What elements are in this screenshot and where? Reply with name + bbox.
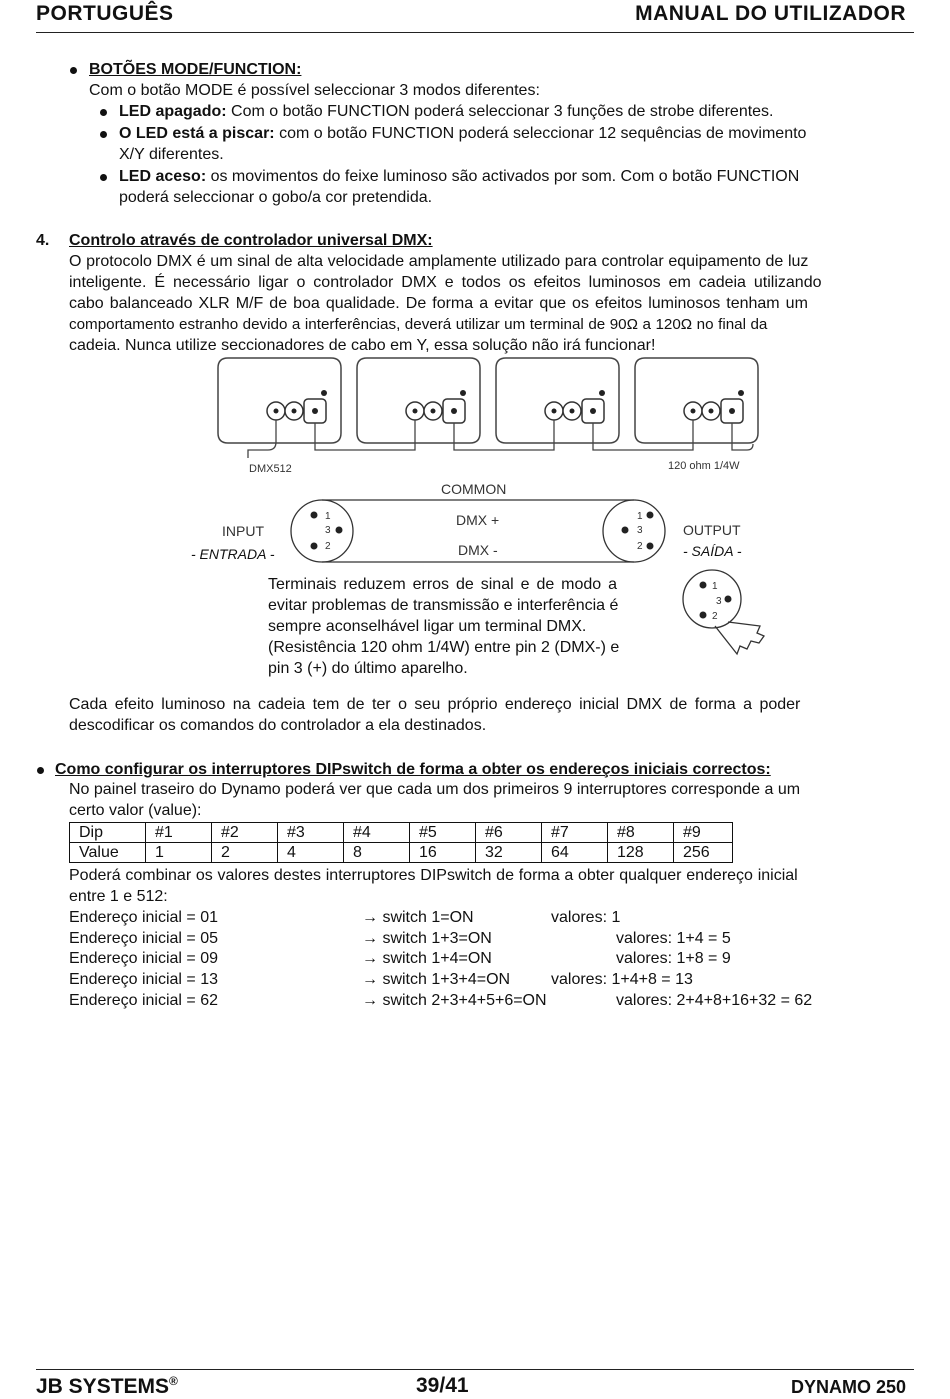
mode-item-text: Com o botão FUNCTION poderá seleccionar 3 funções de strobe diferentes. xyxy=(226,103,774,120)
paragraph-line: cabo balanceado XLR M/F de boa qualidade. De forma a evitar que os efeitos luminosos tenham um xyxy=(69,295,808,312)
mode-item-label: LED aceso: xyxy=(119,168,207,185)
example-values: valores: 1+8 = 9 xyxy=(616,950,731,967)
table-cell: 128 xyxy=(608,843,674,863)
mode-item-text: os movimentos do feixe luminoso são activados por som. Com o botão FUNCTION xyxy=(206,168,800,185)
example-address: Endereço inicial = 09 xyxy=(69,950,218,967)
mode-item-3-cont: poderá seleccionar o gobo/a cor pretendida. xyxy=(119,189,433,206)
common-label: COMMON xyxy=(441,481,507,497)
pin-label: 3 xyxy=(325,525,331,536)
combine-line: entre 1 e 512: xyxy=(69,888,168,905)
output-label: OUTPUT xyxy=(683,522,741,538)
table-cell: 16 xyxy=(410,843,476,863)
table-cell: #6 xyxy=(476,823,542,843)
address-note-line: Cada efeito luminoso na cadeia tem de ter o seu próprio endereço inicial DMX de forma a poder xyxy=(69,696,801,713)
mode-item-label: O LED está a piscar: xyxy=(119,125,275,142)
footer-brand xyxy=(36,1374,178,1399)
table-row xyxy=(70,843,733,863)
table-cell: 8 xyxy=(344,843,410,863)
table-cell: #5 xyxy=(410,823,476,843)
section-title: Controlo através de controlador universal DMX: xyxy=(69,232,433,249)
pin-label: 2 xyxy=(712,611,718,622)
table-cell: #3 xyxy=(278,823,344,843)
note-line: sempre aconselhável ligar um terminal DMX. xyxy=(268,618,587,635)
output-label-pt: - SAÍDA - xyxy=(683,543,742,559)
page-footer xyxy=(36,1369,914,1398)
table-cell: #9 xyxy=(674,823,733,843)
pin-label: 2 xyxy=(325,541,331,552)
pin-label: 3 xyxy=(716,596,722,607)
example-switch: → switch 1+3+4=ON xyxy=(362,971,511,988)
dmx-minus-label: DMX - xyxy=(458,542,498,558)
example-switch: → switch 1=ON xyxy=(362,909,474,926)
pin-label: 1 xyxy=(325,511,331,522)
bullet-icon xyxy=(37,767,44,774)
input-label-pt: - ENTRADA - xyxy=(191,546,275,562)
paragraph-line: cadeia. Nunca utilize seccionadores de cabo em Y, essa solução não irá funcionar! xyxy=(69,337,656,354)
dmx-plus-label: DMX + xyxy=(456,512,500,528)
brand-name: JB SYSTEMS xyxy=(36,1375,170,1398)
example-address: Endereço inicial = 13 xyxy=(69,971,218,988)
dip-intro-line: No painel traseiro do Dynamo poderá ver que cada um dos primeiros 9 interruptores corresponde a um xyxy=(69,781,801,798)
dip-intro-line: certo valor (value): xyxy=(69,802,202,819)
output-connector xyxy=(603,500,665,562)
table-cell: #2 xyxy=(212,823,278,843)
table-cell: 4 xyxy=(278,843,344,863)
table-cell: 1 xyxy=(146,843,212,863)
terminator-label: 120 ohm 1/4W xyxy=(668,460,740,472)
note-line: evitar problemas de transmissão e interferência é xyxy=(268,597,619,614)
header-language: PORTUGUÊS xyxy=(36,2,174,25)
table-cell: 256 xyxy=(674,843,733,863)
pin-label: 1 xyxy=(712,581,718,592)
example-address: Endereço inicial = 62 xyxy=(69,992,218,1009)
paragraph-line: O protocolo DMX é um sinal de alta velocidade amplamente utilizado para controlar equipamento de luz xyxy=(69,253,809,270)
table-cell: Value xyxy=(70,843,146,863)
example-switch: → switch 1+4=ON xyxy=(362,950,492,967)
modes-intro: Com o botão MODE é possível seleccionar 3 modos diferentes: xyxy=(89,82,540,99)
example-switch: → switch 1+3=ON xyxy=(362,930,492,947)
table-cell: #1 xyxy=(146,823,212,843)
pin-label: 2 xyxy=(637,541,643,552)
input-label: INPUT xyxy=(222,523,264,539)
section-number: 4. xyxy=(36,232,50,249)
example-values: valores: 1+4 = 5 xyxy=(616,930,731,947)
terminator-plug xyxy=(683,570,764,654)
example-values: valores: 1+4+8 = 13 xyxy=(551,971,693,988)
table-cell: 64 xyxy=(542,843,608,863)
pin-label: 1 xyxy=(637,511,643,522)
table-cell: #8 xyxy=(608,823,674,843)
table-cell: 2 xyxy=(212,843,278,863)
footer-model: DYNAMO 250 xyxy=(790,1377,906,1397)
mode-item-2-cont: X/Y diferentes. xyxy=(119,146,224,163)
table-cell: 32 xyxy=(476,843,542,863)
example-switch: → switch 2+3+4+5+6=ON xyxy=(362,992,547,1009)
table-cell: #4 xyxy=(344,823,410,843)
dip-section-title: Como configurar os interruptores DIPswitch de forma a obter os endereços iniciais correctos: xyxy=(55,761,771,778)
example-values: valores: 1 xyxy=(551,909,621,926)
mode-item-text: com o botão FUNCTION poderá seleccionar 12 sequências de movimento xyxy=(274,125,807,142)
terminal-note xyxy=(268,574,671,677)
modes-title: BOTÕES MODE/FUNCTION: xyxy=(89,61,302,78)
table-cell: Dip xyxy=(70,823,146,843)
address-note-line: descodificar os comandos do controlador a ela destinados. xyxy=(69,717,487,734)
pin-label: 3 xyxy=(637,525,643,536)
registered-mark: ® xyxy=(169,1374,178,1388)
table-cell: #7 xyxy=(542,823,608,843)
table-row xyxy=(70,823,733,843)
note-line: (Resistência 120 ohm 1/4W) entre pin 2 (DMX-) e xyxy=(268,639,620,656)
input-connector xyxy=(291,500,353,562)
note-line: Terminais reduzem erros de sinal e de modo a xyxy=(268,576,618,593)
dmx512-label: DMX512 xyxy=(249,463,292,475)
dip-value-table xyxy=(69,822,733,863)
mode-item-label: LED apagado: xyxy=(119,103,227,120)
example-address: Endereço inicial = 05 xyxy=(69,930,218,947)
page-number: 39/41 xyxy=(416,1374,469,1397)
header-manual-title: MANUAL DO UTILIZADOR xyxy=(635,2,906,25)
paragraph-line: comportamento estranho devido a interferências, deverá utilizar um terminal de 90Ω a 120Ω no final da xyxy=(69,316,768,333)
paragraph-line: inteligente. É necessário ligar o controlador DMX e todos os efeitos luminosos em cadeia utilizando xyxy=(69,274,822,291)
example-address: Endereço inicial = 01 xyxy=(69,909,218,926)
note-line: pin 3 (+) do último aparelho. xyxy=(268,660,468,677)
xlr-connectors xyxy=(267,399,743,423)
combine-line: Poderá combinar os valores destes interruptores DIPswitch de forma a obter qualquer endereço inicial xyxy=(69,867,798,884)
example-values: valores: 2+4+8+16+32 = 62 xyxy=(616,992,813,1009)
